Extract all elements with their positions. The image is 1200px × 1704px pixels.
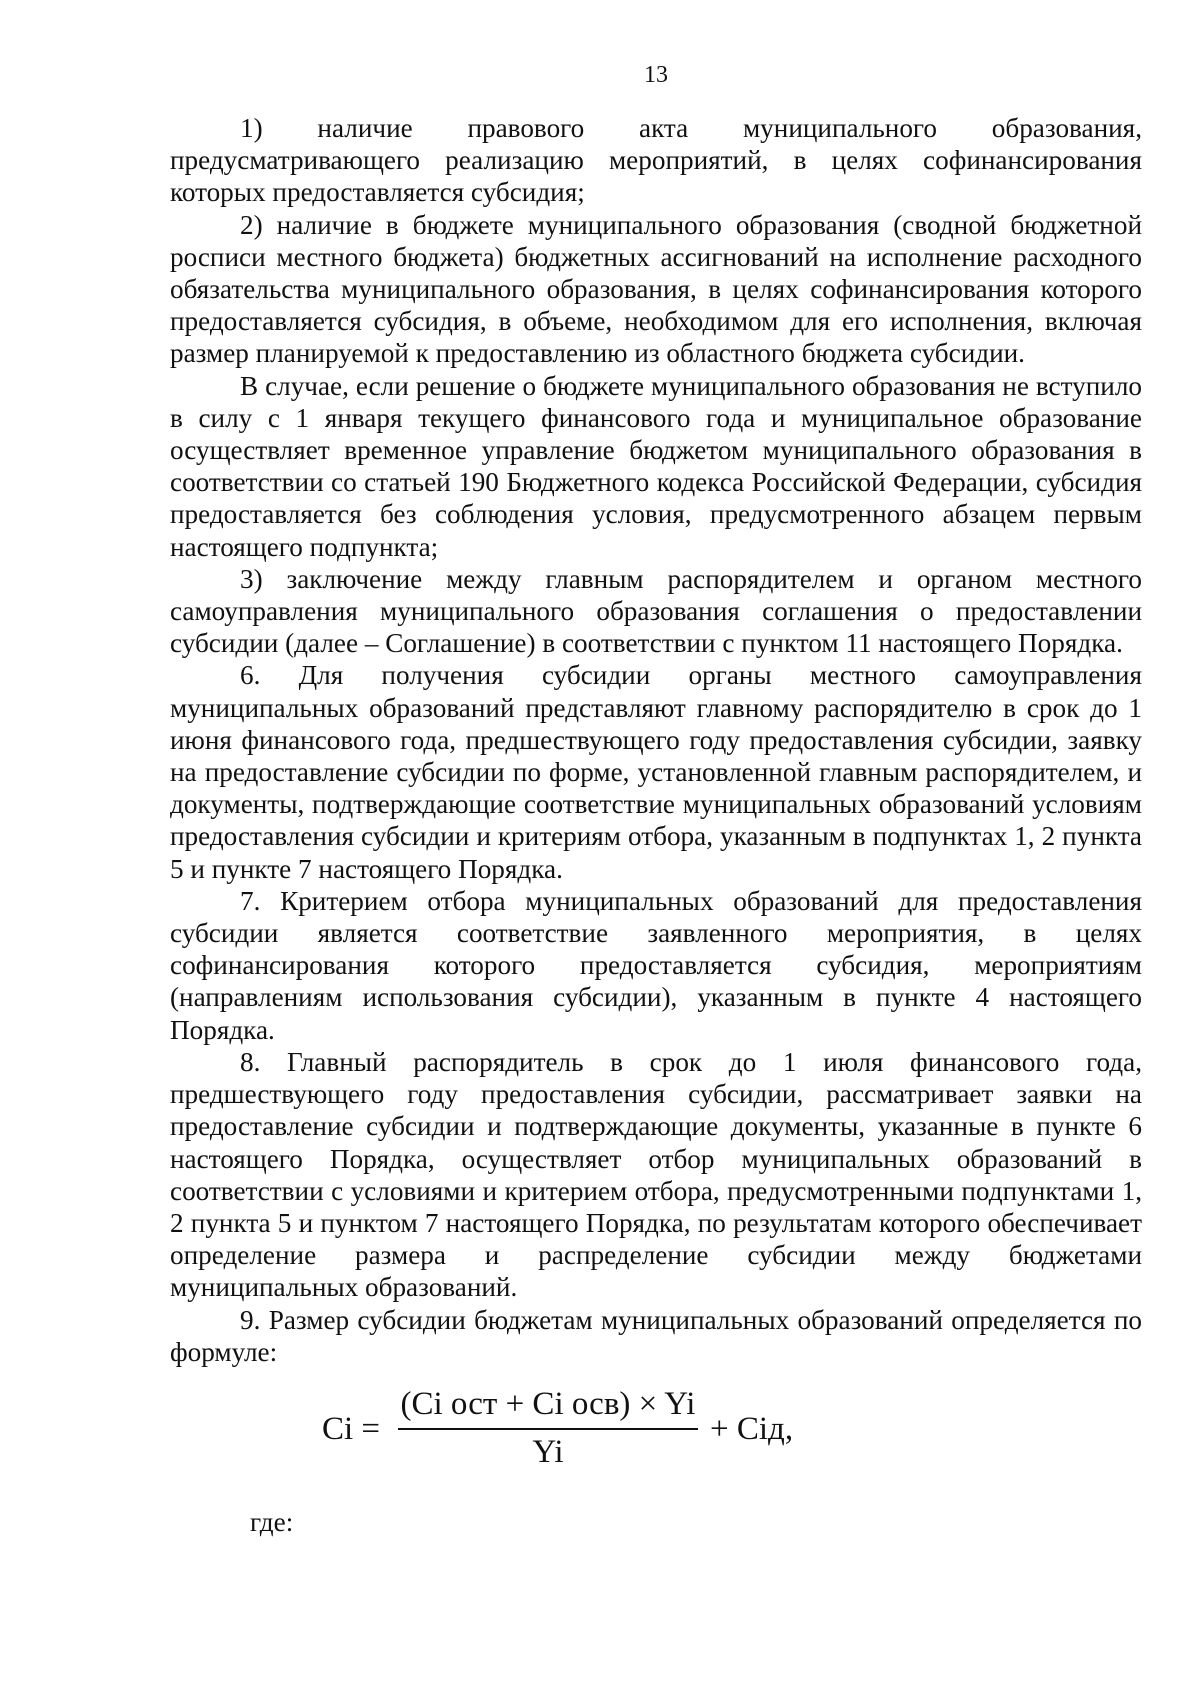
paragraph-item-7: 7. Критерием отбора муниципальных образований для предоставления субсидии является соответствие заявленного мероприятия, в целях софинансирования которого предоставляется субсидия, мероприятиям (направлениям использования субсидии), указанным в пункте 4 настоящего Порядка. — [170, 885, 1142, 1045]
document-page — [170, 60, 1142, 1538]
paragraph-condition-3: 3) заключение между главным распорядителем и органом местного самоуправления муниципального образования соглашения о предоставлении субсидии (далее – Соглашение) в соответствии с пунктом 11 настоящего Порядка. — [170, 563, 1142, 659]
formula-rhs: + Ciд, — [710, 1410, 794, 1447]
page-number: 13 — [644, 62, 668, 88]
paragraph-item-9: 9. Размер субсидии бюджетам муниципальных образований определяется по формуле: — [170, 1304, 1142, 1367]
paragraph-item-8: 8. Главный распорядитель в срок до 1 июля финансового года, предшествующего году предоставления субсидии, рассматривает заявки на предоставление субсидии и подтверждающие документы, указанные в пункте 6 настоящего Порядка, осуществляет отбор муниципальных образований в соответствии с условиями и критерием отбора, предусмотренными подпунктами 1, 2 пункта 5 и пунктом 7 настоящего Порядка, по результатам которого обеспечивает определение размера и распределение субсидии между бюджетами муниципальных образований. — [170, 1046, 1142, 1303]
paragraph-condition-2: 2) наличие в бюджете муниципального образования (сводной бюджетной росписи местного бюджета) бюджетных ассигнований на исполнение расходного обязательства муниципального образования, в целях софинансирования которого предоставляется субсидия, в объеме, необходимом для его исполнения, включая размер планируемой к предоставлению из областного бюджета субсидии. — [170, 209, 1142, 369]
paragraph-budget-exception: В случае, если решение о бюджете муниципального образования не вступило в силу с 1 января текущего финансового года и муниципальное образование осуществляет временное управление бюджетом муниципального образования в соответствии со статьей 190 Бюджетного кодекса Российской Федерации, субсидия предоставляется без соблюдения условия, предусмотренного абзацем первым настоящего подпункта; — [170, 370, 1142, 562]
paragraph-condition-1: 1) наличие правового акта муниципального образования, предусматривающего реализацию мероприятий, в целях софинансирования которых предоставляется субсидия; — [170, 113, 1142, 208]
formula-fraction — [398, 1386, 698, 1472]
formula-lhs: Ci = — [322, 1410, 381, 1447]
formula-numerator: (Ci ост + Ci осв) × Yi — [398, 1386, 698, 1430]
where-label: где: — [250, 1506, 294, 1537]
paragraph-item-6: 6. Для получения субсидии органы местного самоуправления муниципальных образований представляют главному распорядителю в срок до 1 июня финансового года, предшествующего году предоставления субсидии, заявку на предоставление субсидии по форме, установленной главным распорядителем, и документы, подтверждающие соответствие муниципальных образований условиям предоставления субсидии и критериям отбора, указанным в подпунктах 1, 2 пункта 5 и пункте 7 настоящего Порядка. — [170, 660, 1142, 884]
formula-denominator: Yi — [532, 1433, 564, 1470]
subsidy-formula — [170, 1386, 1142, 1484]
